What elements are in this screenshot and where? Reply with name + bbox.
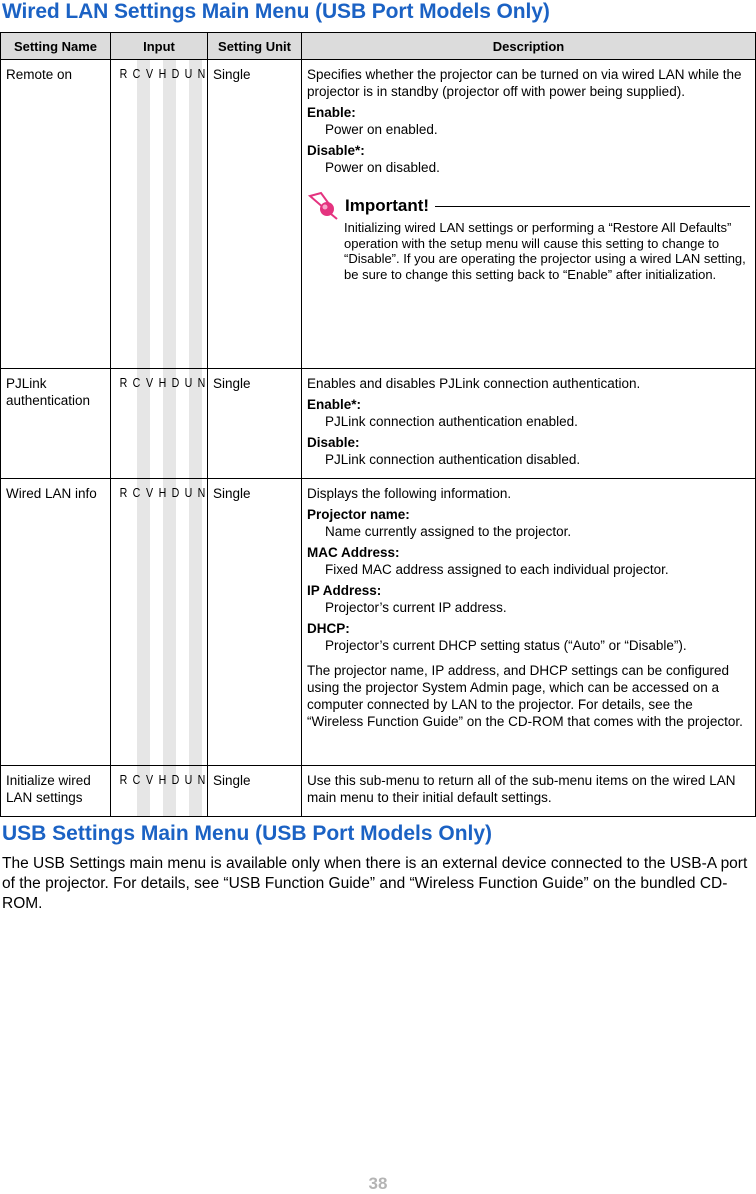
table-row <box>1 479 756 766</box>
input-letters <box>111 60 208 369</box>
input-letter: U <box>184 376 193 390</box>
important-text: Initializing wired LAN settings or performing a “Restore All Defaults” operation with the setup menu will cause this setting to change to “Disable”. If you are operating the projector using a wired LAN setting, be sure to change this setting back to “Enable” after initialization. <box>344 220 746 282</box>
wired-lan-settings-table <box>0 32 756 817</box>
pushpin-icon <box>307 190 339 220</box>
input-letter: C <box>132 67 141 81</box>
term-definition: PJLink connection authentication disabled. <box>325 452 581 467</box>
description-text: Specifies whether the projector can be turned on via wired LAN while the projector is in standby (projector off with power being supplied). <box>307 67 742 99</box>
setting-name: PJLink authentication <box>1 369 111 479</box>
input-letter: R <box>119 773 128 787</box>
input-letters <box>111 479 208 766</box>
setting-description <box>302 60 756 369</box>
term-label: Disable*: <box>307 143 365 158</box>
page-number: 38 <box>368 1174 388 1193</box>
setting-description <box>302 479 756 766</box>
input-letter: H <box>158 67 167 81</box>
section-intro: The USB Settings main menu is available only when there is an external device connected to the USB-A port of the projector. For details, see “USB Function Guide” and “Wireless Function Guide” on the bundled CD-ROM. <box>2 855 748 912</box>
table-header-row <box>1 33 756 60</box>
header-setting-name: Setting Name <box>1 33 111 60</box>
input-letter: R <box>119 376 128 390</box>
important-callout <box>307 190 750 220</box>
term-label: DHCP: <box>307 621 350 636</box>
divider <box>435 206 750 207</box>
setting-unit: Single <box>208 60 302 369</box>
input-letter: N <box>197 67 206 81</box>
input-letter: V <box>145 486 154 500</box>
term-label: Enable: <box>307 105 356 120</box>
input-letter: V <box>145 67 154 81</box>
input-letter: D <box>171 376 180 390</box>
input-letter: R <box>119 67 128 81</box>
term-definition: Name currently assigned to the projector. <box>325 524 572 539</box>
input-letter: C <box>132 486 141 500</box>
header-input: Input <box>111 33 208 60</box>
description-note: The projector name, IP address, and DHCP settings can be configured using the projector System Admin page, which can be accessed on a computer connected by LAN to the projector. For details, see the “Wireless Function Guide” on the CD-ROM that comes with the projector. <box>307 663 743 729</box>
page-title: Wired LAN Settings Main Menu (USB Port Models Only) <box>2 0 550 23</box>
header-setting-unit: Setting Unit <box>208 33 302 60</box>
setting-name: Wired LAN info <box>1 479 111 766</box>
input-letter: D <box>171 67 180 81</box>
setting-description <box>302 766 756 817</box>
setting-name: Remote on <box>1 60 111 369</box>
input-letter: U <box>184 67 193 81</box>
input-letter: N <box>197 486 206 500</box>
term-label: Enable*: <box>307 397 362 412</box>
input-letter: C <box>132 376 141 390</box>
description-text: Use this sub-menu to return all of the sub-menu items on the wired LAN main menu to their initial default settings. <box>307 773 736 805</box>
term-definition: Power on enabled. <box>325 122 438 137</box>
input-letter: U <box>184 486 193 500</box>
input-letter: D <box>171 773 180 787</box>
term-definition: Projector’s current IP address. <box>325 600 507 615</box>
term-label: MAC Address: <box>307 545 400 560</box>
input-letter: C <box>132 773 141 787</box>
input-letter: D <box>171 486 180 500</box>
input-letters <box>111 369 208 479</box>
header-description: Description <box>302 33 756 60</box>
input-letter: U <box>184 773 193 787</box>
input-letter: N <box>197 773 206 787</box>
term-definition: Fixed MAC address assigned to each individual projector. <box>325 562 669 577</box>
setting-description <box>302 369 756 479</box>
term-definition: PJLink connection authentication enabled. <box>325 414 578 429</box>
input-letter: N <box>197 376 206 390</box>
setting-name: Initialize wired LAN settings <box>1 766 111 817</box>
table-row <box>1 766 756 817</box>
section-title: USB Settings Main Menu (USB Port Models Only) <box>2 822 493 845</box>
setting-unit: Single <box>208 766 302 817</box>
term-label: IP Address: <box>307 583 382 598</box>
input-letter: H <box>158 486 167 500</box>
input-letter: R <box>119 486 128 500</box>
description-text: Enables and disables PJLink connection authentication. <box>307 376 641 391</box>
table-row <box>1 60 756 369</box>
input-letter: V <box>145 773 154 787</box>
term-label: Disable: <box>307 435 360 450</box>
description-text: Displays the following information. <box>307 486 512 501</box>
important-title: Important! <box>345 195 430 215</box>
input-letters <box>111 766 208 817</box>
term-definition: Projector’s current DHCP setting status (“Auto” or “Disable”). <box>325 638 687 653</box>
term-definition: Power on disabled. <box>325 160 440 175</box>
term-label: Projector name: <box>307 507 410 522</box>
setting-unit: Single <box>208 479 302 766</box>
setting-unit: Single <box>208 369 302 479</box>
input-letter: H <box>158 773 167 787</box>
input-letter: V <box>145 376 154 390</box>
table-row <box>1 369 756 479</box>
input-letter: H <box>158 376 167 390</box>
